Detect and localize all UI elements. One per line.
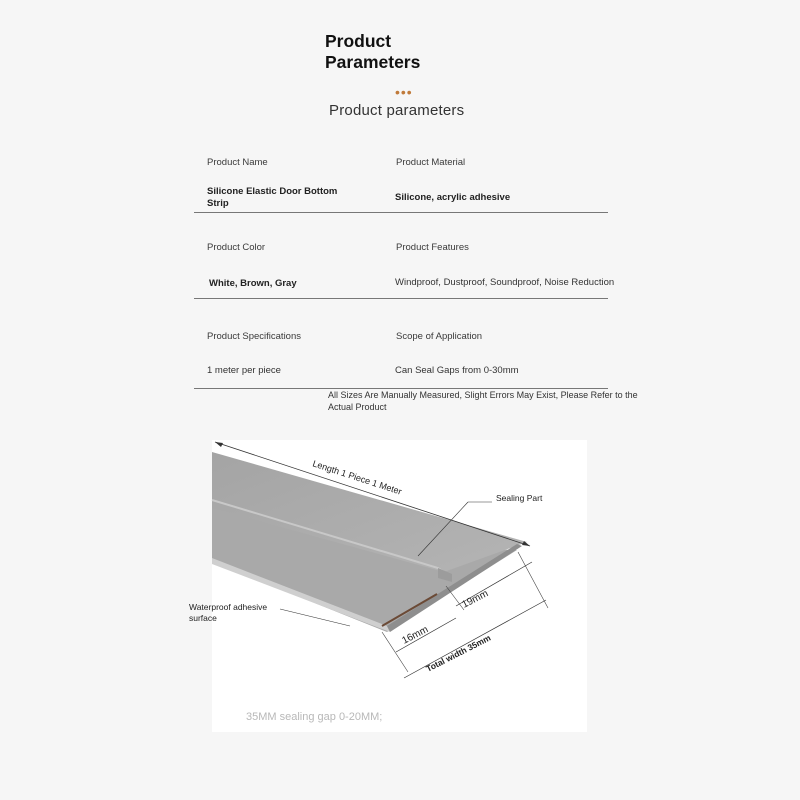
- row-divider: [194, 298, 608, 299]
- product-name-label: Product Name: [207, 157, 268, 168]
- product-spec-value: 1 meter per piece: [207, 365, 281, 376]
- row-divider: [194, 212, 608, 213]
- diagram-caption: 35MM sealing gap 0-20MM;: [246, 711, 383, 723]
- section-subtitle: Product parameters: [329, 102, 465, 119]
- total-width-label: Total width 35mm: [424, 632, 493, 674]
- scope-label: Scope of Application: [396, 331, 483, 342]
- ext-line: [518, 552, 548, 608]
- adhesive-label-line2: surface: [189, 613, 217, 623]
- dim-19-label: 19mm: [460, 588, 491, 611]
- row-divider: [194, 388, 608, 389]
- adhesive-label-line1: Waterproof adhesive: [189, 602, 268, 612]
- product-color-label: Product Color: [207, 242, 266, 253]
- product-name-value: Silicone Elastic Door Bottom Strip: [207, 186, 338, 209]
- product-color-value: White, Brown, Gray: [209, 278, 297, 289]
- scope-value: Can Seal Gaps from 0-30mm: [395, 365, 519, 376]
- decorative-dots: •••: [395, 84, 413, 100]
- product-features-label: Product Features: [396, 242, 469, 253]
- length-label: Length 1 Piece 1 Meter: [311, 458, 403, 497]
- measurement-note: All Sizes Are Manually Measured, Slight Errors May Exist, Please Refer to the Actual Product: [328, 390, 638, 412]
- product-features-value: Windproof, Dustproof, Soundproof, Noise Reduction: [395, 277, 615, 288]
- length-arrow-left: [215, 442, 223, 447]
- product-spec-label: Product Specifications: [207, 331, 301, 342]
- product-material-value: Silicone, acrylic adhesive: [395, 192, 511, 203]
- dim-16-label: 16mm: [400, 624, 431, 647]
- product-diagram: [189, 440, 587, 732]
- sealing-part-label: Sealing Part: [496, 493, 543, 503]
- page-title: Product Parameters: [325, 31, 421, 72]
- product-material-label: Product Material: [396, 157, 466, 168]
- strip-illustration: [189, 440, 587, 732]
